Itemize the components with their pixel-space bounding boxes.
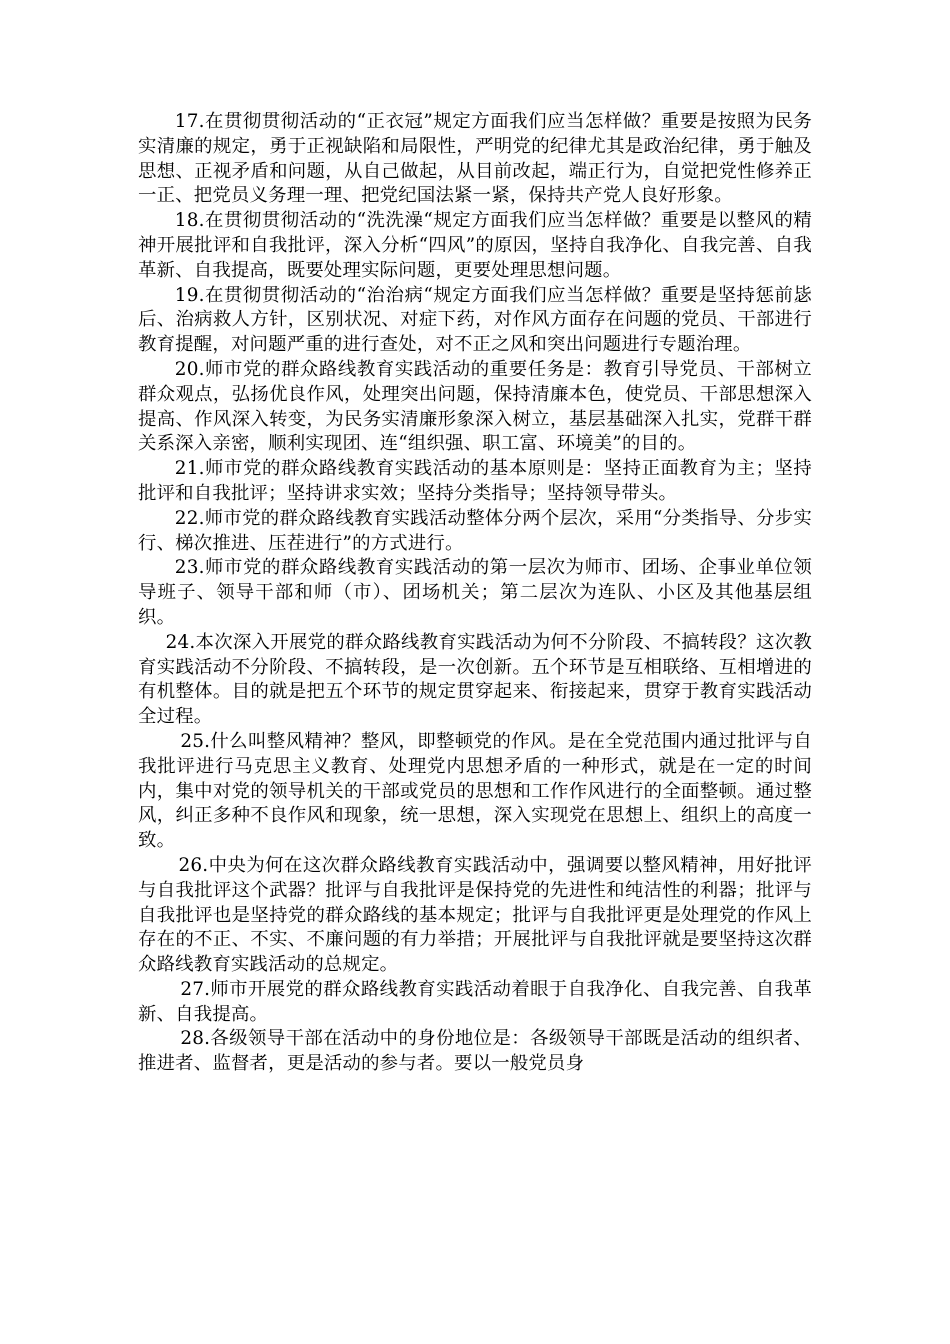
paragraph-18: 18.在贯彻贯彻活动的“洗洗澡“规定方面我们应当怎样做？重要是以整风的精神开展批评和自我批评，深入分析“四风”的原因，坚持自我净化、自我完善、自我革新、自我提高，既要处理实际问题，更要处理思想问题。 xyxy=(138,210,812,281)
paragraph-23: 23.师市党的群众路线教育实践活动的第一层次为师市、团场、企事业单位领导班子、领导干部和师（市）、团场机关；第二层次为连队、小区及其他基层组织。 xyxy=(138,557,812,628)
paragraph-28: 28.各级领导干部在活动中的身份地位是：各级领导干部既是活动的组织者、推进者、监督者，更是活动的参与者。要以一般党员身 xyxy=(138,1028,812,1075)
paragraph-25: 25.什么叫整风精神？整风，即整顿党的作风。是在全党范围内通过批评与自我批评进行马克思主义教育、处理党内思想矛盾的一种形式，就是在一定的时间内，集中对党的领导机关的干部或党员的思想和工作作风进行的全面整顿。通过整风，纠正多种不良作风和现象，统一思想，深入实现党在思想上、组织上的高度一致。 xyxy=(138,730,812,852)
paragraph-26: 26.中央为何在这次群众路线教育实践活动中，强调要以整风精神，用好批评与自我批评这个武器？批评与自我批评是保持党的先进性和纯洁性的利器；批评与自我批评也是坚持党的群众路线的基本规定；批评与自我批评更是处理党的作风上存在的不正、不实、不廉问题的有力举措；开展批评与自我批评就是要坚持这次群众路线教育实践活动的总规定。 xyxy=(138,854,812,976)
paragraph-27: 27.师市开展党的群众路线教育实践活动着眼于自我净化、自我完善、自我革新、自我提高。 xyxy=(138,978,812,1025)
document-page xyxy=(138,110,812,1077)
paragraph-21: 21.师市党的群众路线教育实践活动的基本原则是：坚持正面教育为主；坚持批评和自我批评；坚持讲求实效；坚持分类指导；坚持领导带头。 xyxy=(138,458,812,504)
paragraph-22: 22.师市党的群众路线教育实践活动整体分两个层次，采用“分类指导、分步实行、梯次推进、压茬进行”的方式进行。 xyxy=(138,507,812,554)
paragraph-17: 17.在贯彻贯彻活动的“正衣冠”规定方面我们应当怎样做？重要是按照为民务实清廉的规定，勇于正视缺陷和局限性，严明党的纪律尤其是政治纪律，勇于触及思想、正视矛盾和问题，从自己做起，从目前改起，端正行为，自觉把党性修养正一正、把党员义务理一理、把党纪国法紧一紧，保持共产党人良好形象。 xyxy=(138,111,812,207)
paragraph-19: 19.在贯彻贯彻活动的“治治病“规定方面我们应当怎样做？重要是坚持惩前毖后、治病救人方针，区别状况、对症下药，对作风方面存在问题的党员、干部进行教育提醒，对问题严重的进行查处，对不正之风和突出问题进行专题治理。 xyxy=(138,284,812,356)
paragraph-24: 24.本次深入开展党的群众路线教育实践活动为何不分阶段、不搞转段？这次教育实践活动不分阶段、不搞转段，是一次创新。五个环节是互相联络、互相增进的有机整体。目的就是把五个环节的规定贯穿起来、衔接起来，贯穿于教育实践活动全过程。 xyxy=(138,631,812,728)
paragraph-20: 20.师市党的群众路线教育实践活动的重要任务是：教育引导党员、干部树立群众观点，弘扬优良作风，处理突出问题，保持清廉本色，使党员、干部思想深入提高、作风深入转变，为民务实清廉形象深入树立，基层基础深入扎实，党群干群关系深入亲密，顺利实现团、连“组织强、职工富、环境美”的目的。 xyxy=(138,358,812,455)
